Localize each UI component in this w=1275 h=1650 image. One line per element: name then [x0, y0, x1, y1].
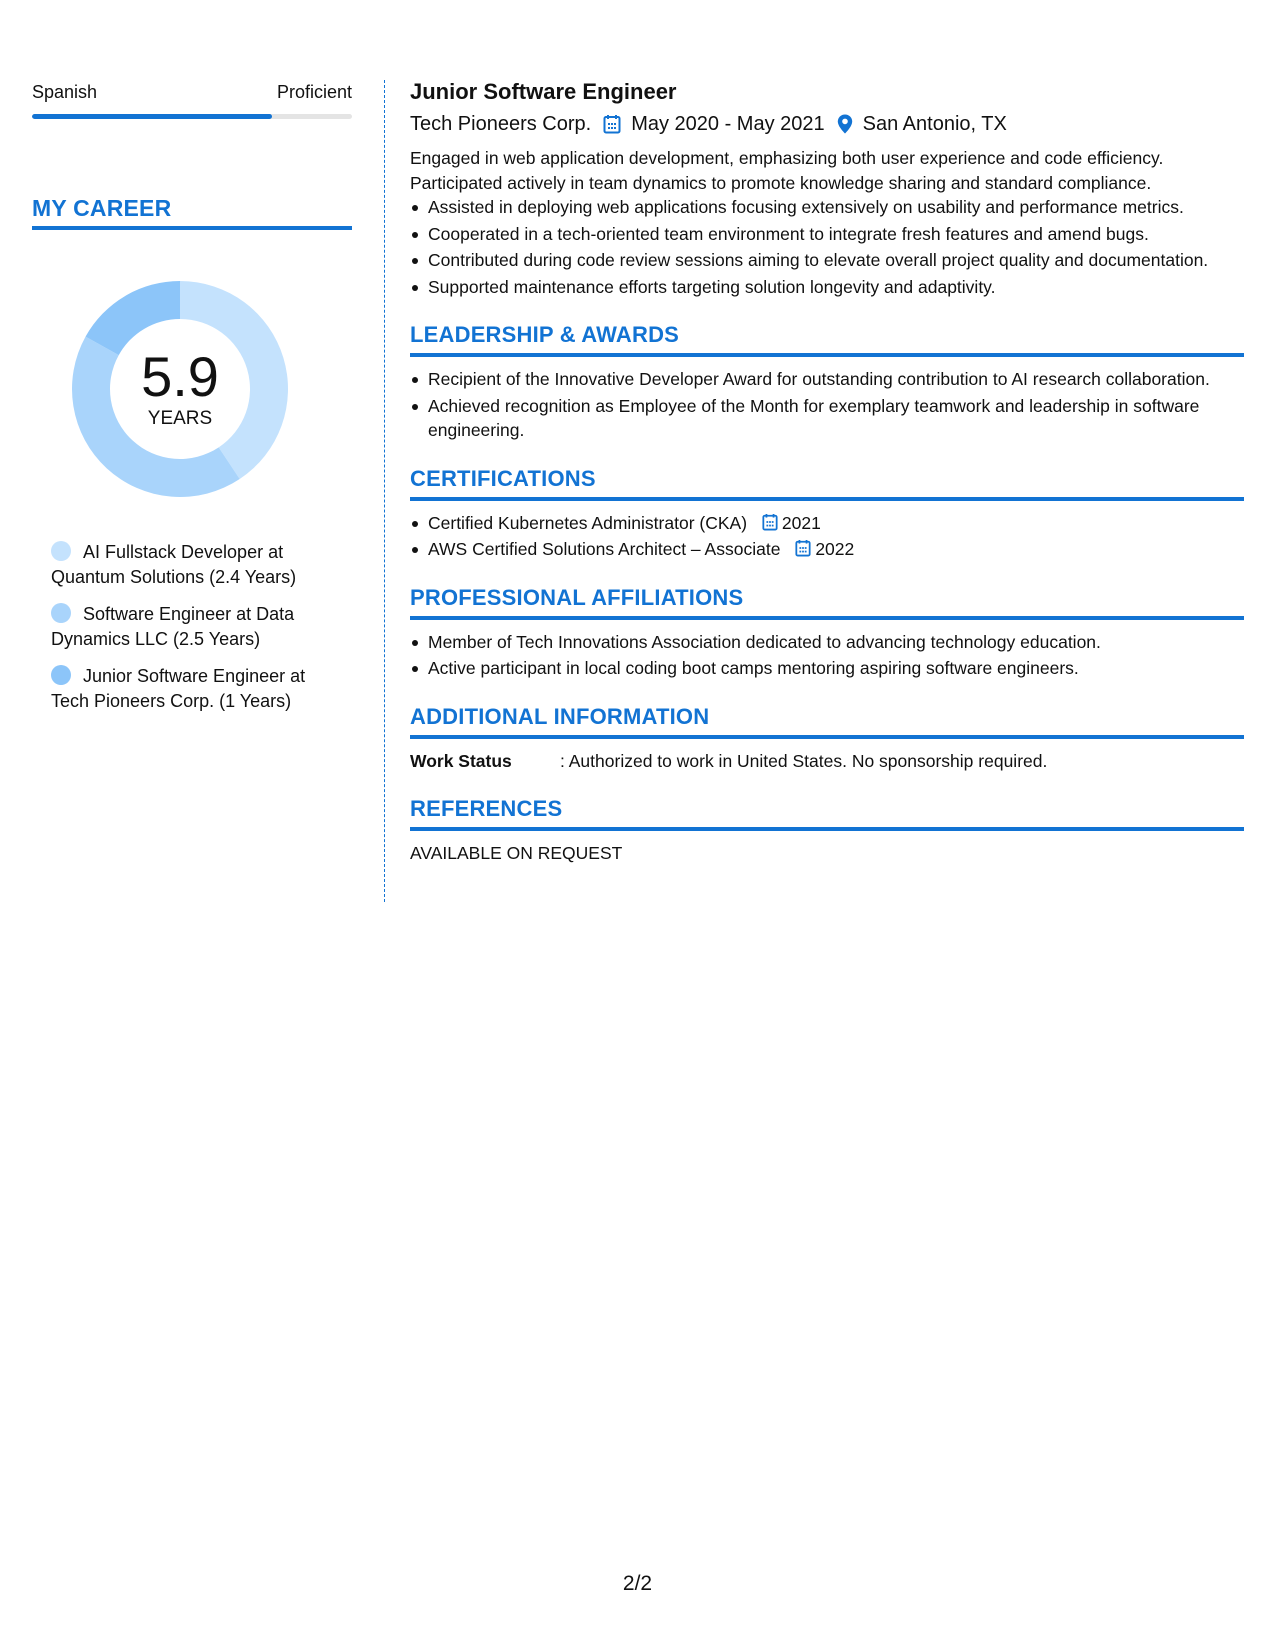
legend-label: AI Fullstack Developer at Quantum Solutions (2.4 Years) — [51, 542, 297, 587]
certification-year: 2021 — [781, 512, 821, 533]
list-item: Assisted in deploying web applications focusing extensively on usability and performance metrics. — [428, 195, 1244, 220]
list-item: Contributed during code review sessions aiming to elevate overall project quality and documentation. — [428, 248, 1244, 273]
career-legend — [32, 540, 352, 714]
language-level: Proficient — [276, 82, 352, 102]
calendar-icon — [603, 114, 621, 134]
references-heading: REFERENCES — [410, 795, 1244, 831]
legend-item — [51, 540, 352, 590]
list-item: Member of Tech Innovations Association dedicated to advancing technology education. — [428, 630, 1244, 655]
job-title: Junior Software Engineer — [410, 79, 677, 104]
calendar-icon — [762, 513, 778, 531]
career-total-unit: YEARS — [147, 408, 213, 429]
legend-dot — [51, 603, 71, 623]
column-divider — [384, 80, 385, 902]
legend-dot — [51, 665, 71, 685]
certification-year: 2022 — [815, 539, 855, 559]
language-proficiency-bar — [32, 114, 352, 119]
left-column — [32, 80, 352, 726]
certification-name: AWS Certified Solutions Architect – Associate — [428, 539, 781, 559]
legend-item — [51, 602, 352, 652]
job-dates-item — [603, 110, 824, 138]
career-heading: MY CAREER — [32, 195, 352, 230]
certification-item — [428, 537, 1244, 562]
affiliations-heading: PROFESSIONAL AFFILIATIONS — [410, 584, 1244, 620]
certification-name: Certified Kubernetes Administrator (CKA) — [428, 512, 748, 533]
references-text: AVAILABLE ON REQUEST — [410, 842, 623, 863]
list-item: Achieved recognition as Employee of the Month for exemplary teamwork and leadership in software engineering. — [428, 394, 1244, 443]
certification-item — [428, 511, 1244, 536]
job-location-item — [837, 110, 1007, 138]
list-item: Recipient of the Innovative Developer Award for outstanding contribution to AI research collaboration. — [428, 367, 1244, 392]
language-row — [32, 80, 352, 104]
job-meta — [410, 110, 1244, 138]
leadership-list — [410, 367, 1244, 443]
additional-info-heading: ADDITIONAL INFORMATION — [410, 703, 1244, 739]
job-dates: May 2020 - May 2021 — [631, 113, 825, 135]
legend-label: Software Engineer at Data Dynamics LLC (2.5 Years) — [51, 604, 295, 649]
list-item: Cooperated in a tech-oriented team environment to integrate fresh features and amend bugs. — [428, 222, 1244, 247]
calendar-icon — [795, 539, 811, 557]
job-bullets — [410, 195, 1244, 299]
legend-item — [51, 664, 352, 714]
certifications-list — [410, 511, 1244, 562]
language-proficiency-fill — [32, 114, 272, 119]
career-total-years: 5.9 — [141, 345, 219, 408]
work-status-row — [410, 749, 1244, 773]
job-description: Engaged in web application development, emphasizing both user experience and code efficiency. Participated actively in team dynamics to promote knowledge sharing and standard compliance. — [410, 148, 1164, 193]
list-item: Supported maintenance efforts targeting solution longevity and adaptivity. — [428, 275, 1244, 300]
affiliations-list — [410, 630, 1244, 681]
language-name: Spanish — [32, 82, 98, 102]
certifications-heading: CERTIFICATIONS — [410, 465, 1244, 501]
page-number: 2/2 — [622, 1572, 653, 1595]
map-pin-icon — [837, 114, 853, 134]
work-status-label: Work Status — [410, 750, 512, 771]
legend-dot — [51, 541, 71, 561]
donut-center — [65, 274, 295, 504]
right-column — [410, 78, 1244, 865]
work-status-value: : Authorized to work in United States. No sponsorship required. — [560, 750, 1048, 771]
legend-label: Junior Software Engineer at Tech Pioneers Corp. (1 Years) — [51, 666, 306, 711]
career-donut-chart — [65, 274, 295, 504]
list-item: Active participant in local coding boot camps mentoring aspiring software engineers. — [428, 656, 1244, 681]
job-company: Tech Pioneers Corp. — [410, 113, 592, 135]
job-location: San Antonio, TX — [862, 113, 1007, 135]
leadership-heading: LEADERSHIP & AWARDS — [410, 321, 1244, 357]
